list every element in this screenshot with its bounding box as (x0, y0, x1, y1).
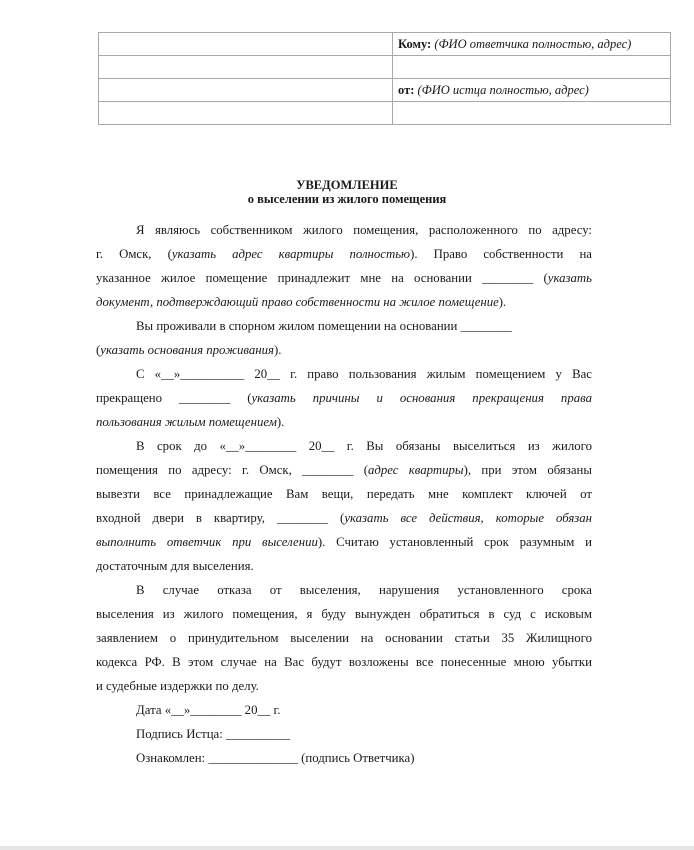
body-line: входной двери в квартиру, ________ (указать все действия, которые обязан (96, 511, 593, 525)
table-cell (99, 102, 393, 125)
body-line: и судебные издержки по делу. (96, 679, 259, 693)
from-value: (ФИО истца полностью, адрес) (417, 82, 589, 97)
document-subtitle: о выселении из жилого помещения (247, 192, 447, 206)
table-cell (99, 33, 393, 56)
body-line: Я являюсь собственником жилого помещения, расположенного по адресу: (136, 223, 592, 237)
body-line: прекращено ________ (указать причины и основания прекращения права (96, 391, 592, 405)
table-row (99, 33, 671, 56)
body-line: кодекса РФ. В этом случае на Вас будут возложены все понесенные мною убытки (96, 655, 592, 669)
table-cell (99, 79, 393, 102)
table-cell (99, 56, 393, 79)
body-line: С «__»__________ 20__ г. право пользования жилым помещением у Вас (136, 367, 592, 381)
addressee-table (98, 32, 671, 125)
document-title: УВЕДОМЛЕНИЕ (296, 178, 398, 192)
body-line: В срок до «__»________ 20__ г. Вы обязаны выселиться из жилого (136, 439, 592, 453)
body-line: достаточным для выселения. (96, 559, 254, 573)
body-line: заявлением о принудительном выселении на основании статьи 35 Жилищного (96, 631, 592, 645)
body-line: выселения из жилого помещения, я буду вынужден обратиться в суд с исковым (96, 607, 592, 621)
from-label: от: (398, 82, 415, 97)
table-row (99, 102, 671, 125)
table-cell (393, 102, 671, 125)
defendant-acknowledgement-line: Ознакомлен: ______________ (подпись Ответчика) (136, 751, 415, 765)
table-cell (393, 56, 671, 79)
page-edge (0, 846, 694, 850)
body-line: г. Омск, (указать адрес квартиры полностью). Право собственности на (96, 247, 592, 261)
body-line: документ, подтверждающий право собственности на жилое помещение). (96, 295, 507, 309)
to-label: Кому: (398, 36, 432, 51)
body-line: пользования жилым помещением). (96, 415, 285, 429)
plaintiff-signature-line: Подпись Истца: __________ (136, 727, 290, 741)
table-row (99, 56, 671, 79)
addressee-cell (393, 33, 671, 56)
body-line: выполнить ответчик при выселении). Считаю установленный срок разумным и (96, 535, 593, 549)
body-line: В случае отказа от выселения, нарушения установленного срока (136, 583, 592, 597)
body-line: помещения по адресу: г. Омск, ________ (адрес квартиры), при этом обязаны (96, 463, 592, 477)
to-value: (ФИО ответчика полностью, адрес) (434, 36, 632, 51)
date-line: Дата «__»________ 20__ г. (136, 703, 281, 717)
body-line: указанное жилое помещение принадлежит мне на основании ________ (указать (96, 271, 592, 285)
body-line: вывезти все принадлежащие Вам вещи, передать мне комплект ключей от (96, 487, 592, 501)
body-line: Вы проживали в спорном жилом помещении на основании ________ (136, 319, 512, 333)
body-line: (указать основания проживания). (96, 343, 282, 357)
sender-cell (393, 79, 671, 102)
table-row (99, 79, 671, 102)
